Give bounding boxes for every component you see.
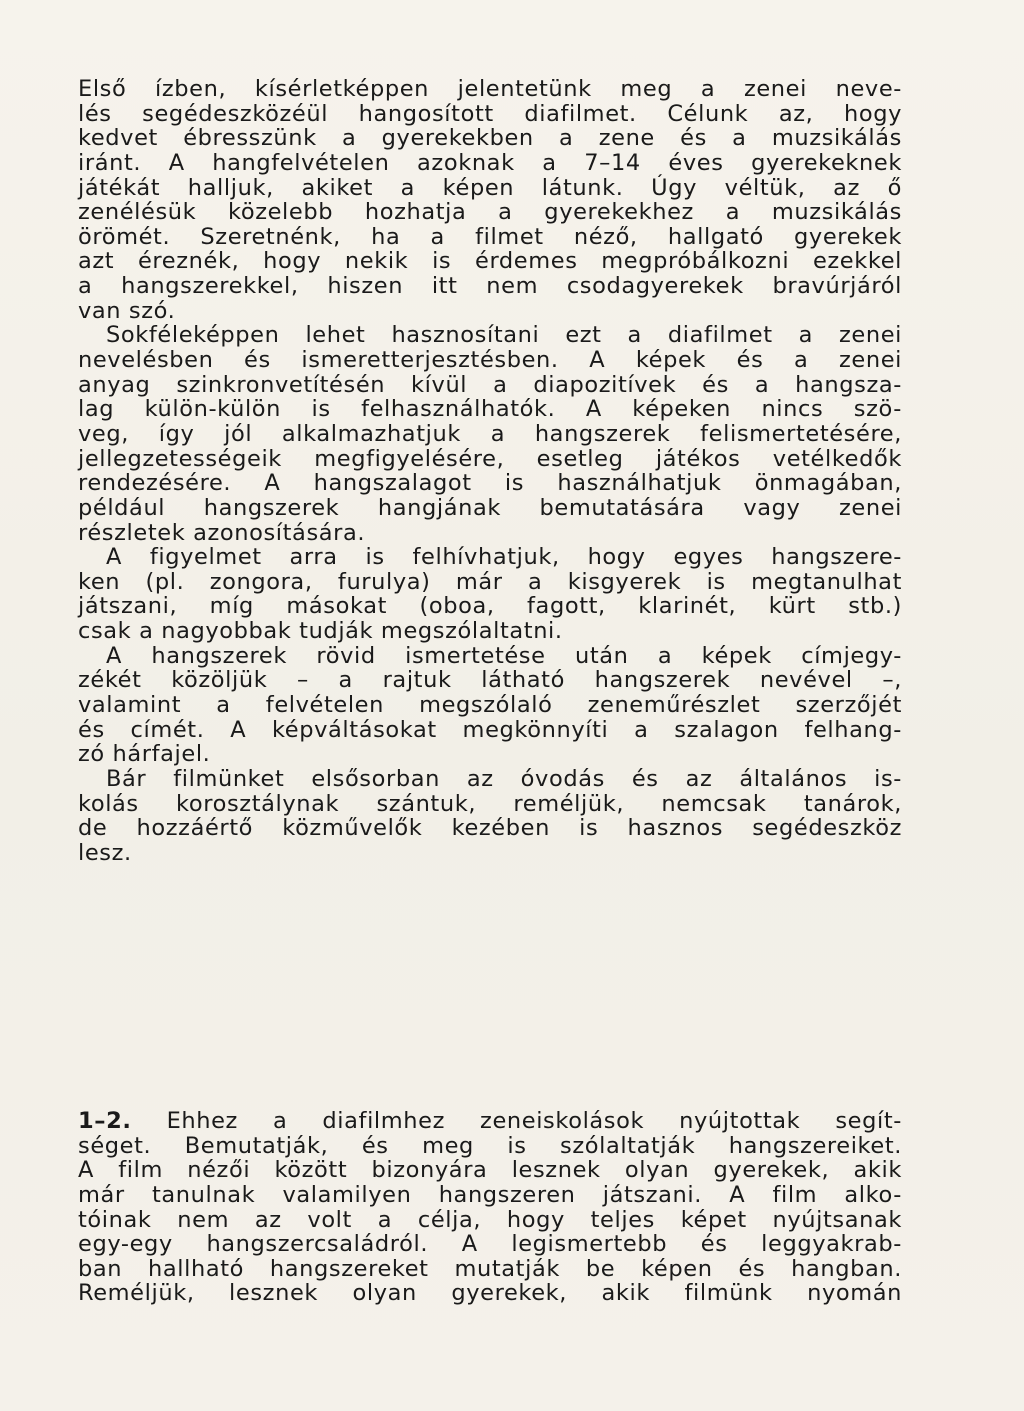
text-line: A figyelmet arra is felhívhatjuk, hogy egyes hangszere-: [106, 544, 902, 571]
text-line: van szó.: [78, 297, 176, 324]
text-line: valamint a felvételen megszólaló zeneműrészlet szerzőjét: [78, 692, 902, 719]
text-line: Első ízben, kísérletképpen jelentetünk meg a zenei neve-: [78, 76, 902, 102]
text-line: játszani, míg másokat (oboa, fagott, klarinét, kürt stb.): [78, 593, 902, 620]
text-line: kedvet ébresszünk a gyerekekben a zene és a muzsikálás: [78, 125, 902, 152]
text-line: zenélésük közelebb hozhatja a gyerekekhez a muzsikálás: [78, 199, 902, 226]
text-line: azt éreznék, hogy nekik is érdemes megpróbálkozni ezekkel: [78, 248, 902, 275]
text-line: kolás korosztálynak szántuk, reméljük, nemcsak tanárok,: [78, 790, 902, 817]
text-line: de hozzáértő közművelők kezében is hasznos segédeszköz: [78, 815, 902, 842]
text-line: ken (pl. zongora, furulya) már a kisgyerek is megtanulhat: [78, 568, 902, 595]
text-line: lés segédeszközéül hangosított diafilmet. Célunk az, hogy: [78, 100, 902, 127]
text-line: már tanulnak valamilyen hangszeren játszani. A film alko-: [78, 1181, 902, 1208]
intro-text: [78, 77, 902, 866]
text-line: zékét közöljük – a rajtuk látható hangszerek nevével –,: [78, 667, 902, 694]
text-line: Reméljük, lesznek olyan gyerekek, akik filmünk nyomán: [78, 1280, 902, 1307]
text-line: egy-egy hangszercsaládról. A legismertebb és leggyakrab-: [78, 1231, 902, 1258]
text-line: rendezésére. A hangszalagot is használhatjuk önmagában,: [78, 470, 902, 497]
text-line: séget. Bemutatják, és meg is szólaltatják hangszereiket.: [78, 1132, 902, 1159]
text-line: csak a nagyobbak tudják megszólaltatni.: [78, 618, 563, 645]
caption-first-line: [78, 1109, 902, 1134]
caption-number: 1–2.: [78, 1108, 132, 1134]
text-line: részletek azonosítására.: [78, 519, 366, 546]
text-line: jellegzetességeik megfigyelésére, esetleg játékos vetélkedők: [78, 445, 902, 472]
text-line: tóinak nem az volt a célja, hogy teljes képet nyújtsanak: [78, 1206, 902, 1233]
text-line: A film nézői között bizonyára lesznek olyan gyerekek, akik: [78, 1157, 902, 1184]
text-line: zó hárfajel.: [78, 741, 211, 768]
text-line: iránt. A hangfelvételen azoknak a 7–14 éves gyerekeknek: [78, 149, 902, 176]
text-line: anyag szinkronvetítésén kívül a diapozitívek és a hangsza-: [78, 371, 902, 398]
text-line: örömét. Szeretnénk, ha a filmet néző, hallgató gyerekek: [78, 223, 902, 250]
text-line: a hangszerekkel, hiszen itt nem csodagyerekek bravúrjáról: [78, 273, 902, 300]
text-line: lag külön-külön is felhasználhatók. A képeken nincs szö-: [78, 396, 902, 423]
text-line: veg, így jól alkalmazhatjuk a hangszerek felismertetésére,: [78, 420, 902, 447]
text-line: lesz.: [78, 839, 132, 866]
text-line: Sokféleképpen lehet hasznosítani ezt a diafilmet a zenei: [106, 322, 902, 349]
text-line: nevelésben és ismeretterjesztésben. A képek és a zenei: [78, 347, 902, 374]
text-line: ban hallható hangszereket mutatják be képen és hangban.: [78, 1255, 902, 1282]
text-line: például hangszerek hangjának bemutatására vagy zenei: [78, 494, 902, 521]
text-line: játékát halljuk, akiket a képen látunk. Úgy véltük, az ő: [78, 174, 902, 201]
text-line: A hangszerek rövid ismertetése után a képek címjegy-: [106, 642, 902, 669]
text-line: Bár filmünket elsősorban az óvodás és az általános is-: [106, 765, 902, 792]
caption-first-line-text: Ehhez a diafilmhez zeneiskolások nyújtottak segít-: [166, 1108, 902, 1134]
caption-text: [78, 1109, 902, 1306]
text-line: és címét. A képváltásokat megkönnyíti a szalagon felhang-: [78, 716, 902, 743]
